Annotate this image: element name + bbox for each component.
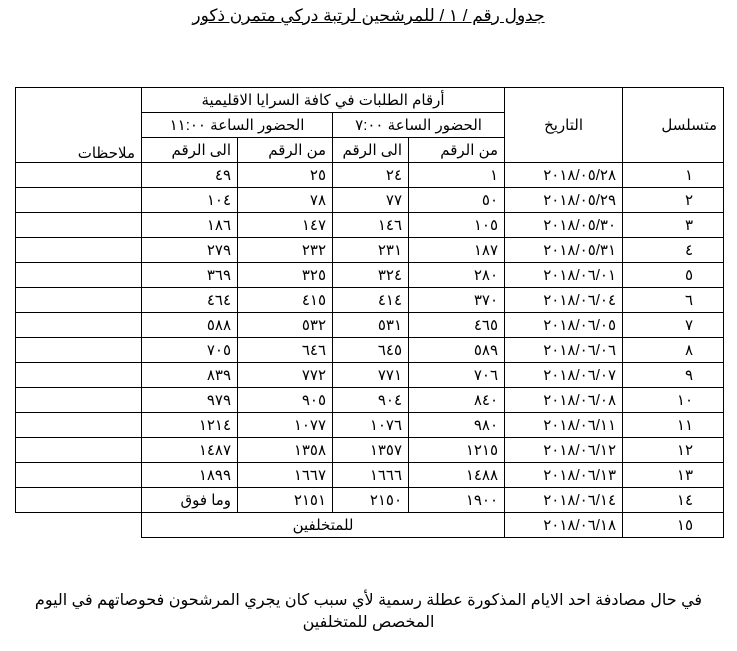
row-notes [16,338,142,363]
row-morning-to: ١٠٧٦ [333,413,409,438]
header-date: التاريخ [505,88,623,163]
row-late-from: ٥٣٢ [238,313,333,338]
row-morning-to: ٣٢٤ [333,263,409,288]
row-notes [16,363,142,388]
row-serial: ٧ [623,313,724,338]
table-row [16,388,724,413]
table-row [16,463,724,488]
footnote: في حال مصادفة احد الايام المذكورة عطلة رسمية لأي سبب كان يجري المرشحون فحوصاتهم في اليوم المخصص للمتخلفين [34,592,703,631]
row-late-to: ٩٧٩ [142,388,238,413]
row-serial: ١٥ [623,513,724,538]
header-late-from: من الرقم [238,138,333,163]
row-notes [16,488,142,513]
row-morning-from: ٥٨٩ [409,338,505,363]
row-late-to: ١٢١٤ [142,413,238,438]
row-date: ٢٠١٨/٠٦/١٤ [505,488,623,513]
row-late-to: ٤٦٤ [142,288,238,313]
row-notes [16,238,142,263]
row-morning-to: ١٦٦٦ [333,463,409,488]
row-morning-from: ٣٧٠ [409,288,505,313]
row-late-to: ١٤٨٧ [142,438,238,463]
row-late-from: ٩٠٥ [238,388,333,413]
row-late-to: ١٠٤ [142,188,238,213]
row-notes [16,263,142,288]
row-morning-from: ٤٦٥ [409,313,505,338]
row-serial: ٤ [623,238,724,263]
row-notes [16,438,142,463]
row-late-from: ٧٨ [238,188,333,213]
row-late-from: ١٠٧٧ [238,413,333,438]
row-serial: ١٠ [623,388,724,413]
row-morning-to: ١٤٦ [333,213,409,238]
table-row [16,438,724,463]
row-morning-from: ١٢١٥ [409,438,505,463]
row-date: ٢٠١٨/٠٦/٠٥ [505,313,623,338]
row-serial: ٢ [623,188,724,213]
row-notes [16,313,142,338]
header-morning-from: من الرقم [409,138,505,163]
row-late-to: ٤٩ [142,163,238,188]
schedule-table [15,87,724,538]
row-late-to: ١٨٩٩ [142,463,238,488]
row-notes [16,413,142,438]
row-morning-to: ٢١٥٠ [333,488,409,513]
row-notes [16,288,142,313]
header-notes: ملاحظات [16,88,142,163]
header-late-to: الى الرقم [142,138,238,163]
page-title: جدول رقم / ١ / للمرشحين لرتبة دركي متمرن ذكور [192,6,545,25]
row-date: ٢٠١٨/٠٦/٠٧ [505,363,623,388]
row-late-to: ٥٨٨ [142,313,238,338]
table-row [16,413,724,438]
row-serial: ٥ [623,263,724,288]
row-late-from: ٢٣٢ [238,238,333,263]
row-late-from: ١٤٧ [238,213,333,238]
row-morning-to: ٦٤٥ [333,338,409,363]
row-date: ٢٠١٨/٠٦/٠٦ [505,338,623,363]
row-date: ٢٠١٨/٠٦/٠٤ [505,288,623,313]
row-serial: ٣ [623,213,724,238]
row-date: ٢٠١٨/٠٦/١٨ [505,513,623,538]
table-row [16,213,724,238]
table-row [16,288,724,313]
table-row [16,238,724,263]
row-notes [16,163,142,188]
row-morning-to: ٧٧١ [333,363,409,388]
row-date: ٢٠١٨/٠٥/٢٩ [505,188,623,213]
row-morning-from: ٥٠ [409,188,505,213]
row-serial: ٩ [623,363,724,388]
table-row-stragglers [16,513,724,538]
row-serial: ١٣ [623,463,724,488]
row-late-to: ٨٣٩ [142,363,238,388]
row-morning-from: ١ [409,163,505,188]
table-row [16,338,724,363]
table-row [16,363,724,388]
row-date: ٢٠١٨/٠٥/٣١ [505,238,623,263]
row-date: ٢٠١٨/٠٥/٢٨ [505,163,623,188]
row-morning-to: ٧٧ [333,188,409,213]
row-notes [16,188,142,213]
row-morning-to: ٩٠٤ [333,388,409,413]
row-serial: ١١ [623,413,724,438]
row-morning-from: ١٠٥ [409,213,505,238]
row-morning-to: ٤١٤ [333,288,409,313]
row-late-to: ٧٠٥ [142,338,238,363]
header-morning-to: الى الرقم [333,138,409,163]
row-morning-from: ٧٠٦ [409,363,505,388]
row-date: ٢٠١٨/٠٦/٠٨ [505,388,623,413]
row-morning-to: ١٣٥٧ [333,438,409,463]
row-late-to: ٣٦٩ [142,263,238,288]
row-date: ٢٠١٨/٠٦/١٣ [505,463,623,488]
table-row [16,488,724,513]
row-late-from: ٦٤٦ [238,338,333,363]
stragglers-label: للمتخلفين [142,513,505,538]
schedule-body [16,163,724,538]
row-notes [16,513,142,538]
row-serial: ١٤ [623,488,724,513]
row-date: ٢٠١٨/٠٥/٣٠ [505,213,623,238]
row-late-to: ١٨٦ [142,213,238,238]
row-late-to: وما فوق [142,488,238,513]
row-late-from: ٤١٥ [238,288,333,313]
row-serial: ٨ [623,338,724,363]
row-morning-to: ٢٤ [333,163,409,188]
row-morning-from: ١٨٧ [409,238,505,263]
row-late-from: ٣٢٥ [238,263,333,288]
table-row [16,313,724,338]
row-serial: ١٢ [623,438,724,463]
row-morning-to: ٥٣١ [333,313,409,338]
row-notes [16,213,142,238]
row-late-from: ٧٧٢ [238,363,333,388]
row-morning-to: ٢٣١ [333,238,409,263]
row-morning-from: ١٩٠٠ [409,488,505,513]
table-row [16,163,724,188]
table-row [16,188,724,213]
row-notes [16,463,142,488]
row-late-from: ٢٥ [238,163,333,188]
row-notes [16,388,142,413]
header-session-late: الحضور الساعة ١١:٠٠ [142,113,333,138]
header-session-morning: الحضور الساعة ٧:٠٠ [333,113,505,138]
row-date: ٢٠١٨/٠٦/١١ [505,413,623,438]
row-serial: ٦ [623,288,724,313]
row-date: ٢٠١٨/٠٦/٠١ [505,263,623,288]
row-serial: ١ [623,163,724,188]
row-morning-from: ٨٤٠ [409,388,505,413]
row-morning-from: ٢٨٠ [409,263,505,288]
row-late-from: ٢١٥١ [238,488,333,513]
row-morning-from: ٩٨٠ [409,413,505,438]
row-late-from: ١٦٦٧ [238,463,333,488]
row-morning-from: ١٤٨٨ [409,463,505,488]
row-date: ٢٠١٨/٠٦/١٢ [505,438,623,463]
table-row [16,263,724,288]
row-late-to: ٢٧٩ [142,238,238,263]
header-application-numbers: أرقام الطلبات في كافة السرايا الاقليمية [142,88,505,113]
header-serial: متسلسل [623,88,724,163]
row-late-from: ١٣٥٨ [238,438,333,463]
